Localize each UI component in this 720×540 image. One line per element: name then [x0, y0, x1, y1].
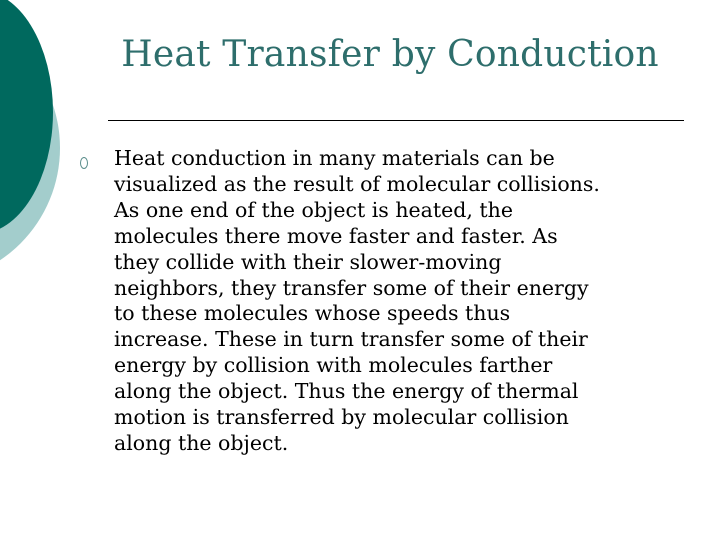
- bullet-text: Heat conduction in many materials can be visualized as the result of molecular collisions. As one end of the object is heated, the molecules there move faster and faster. As they collide with their slower-moving neighbors, they transfer some of their energy to these molecules whose speeds thus increase. These in turn transfer some of their energy by collision with molecules farther along the object. Thus the energy of thermal motion is transferred by molecular collision along the object.: [114, 146, 600, 455]
- bullet-list: [80, 146, 690, 457]
- slide-title: Heat Transfer by Conduction: [121, 34, 659, 75]
- title-divider: [108, 120, 684, 121]
- bullet-item: [80, 146, 690, 457]
- hollow-circle-bullet-icon: [80, 157, 88, 169]
